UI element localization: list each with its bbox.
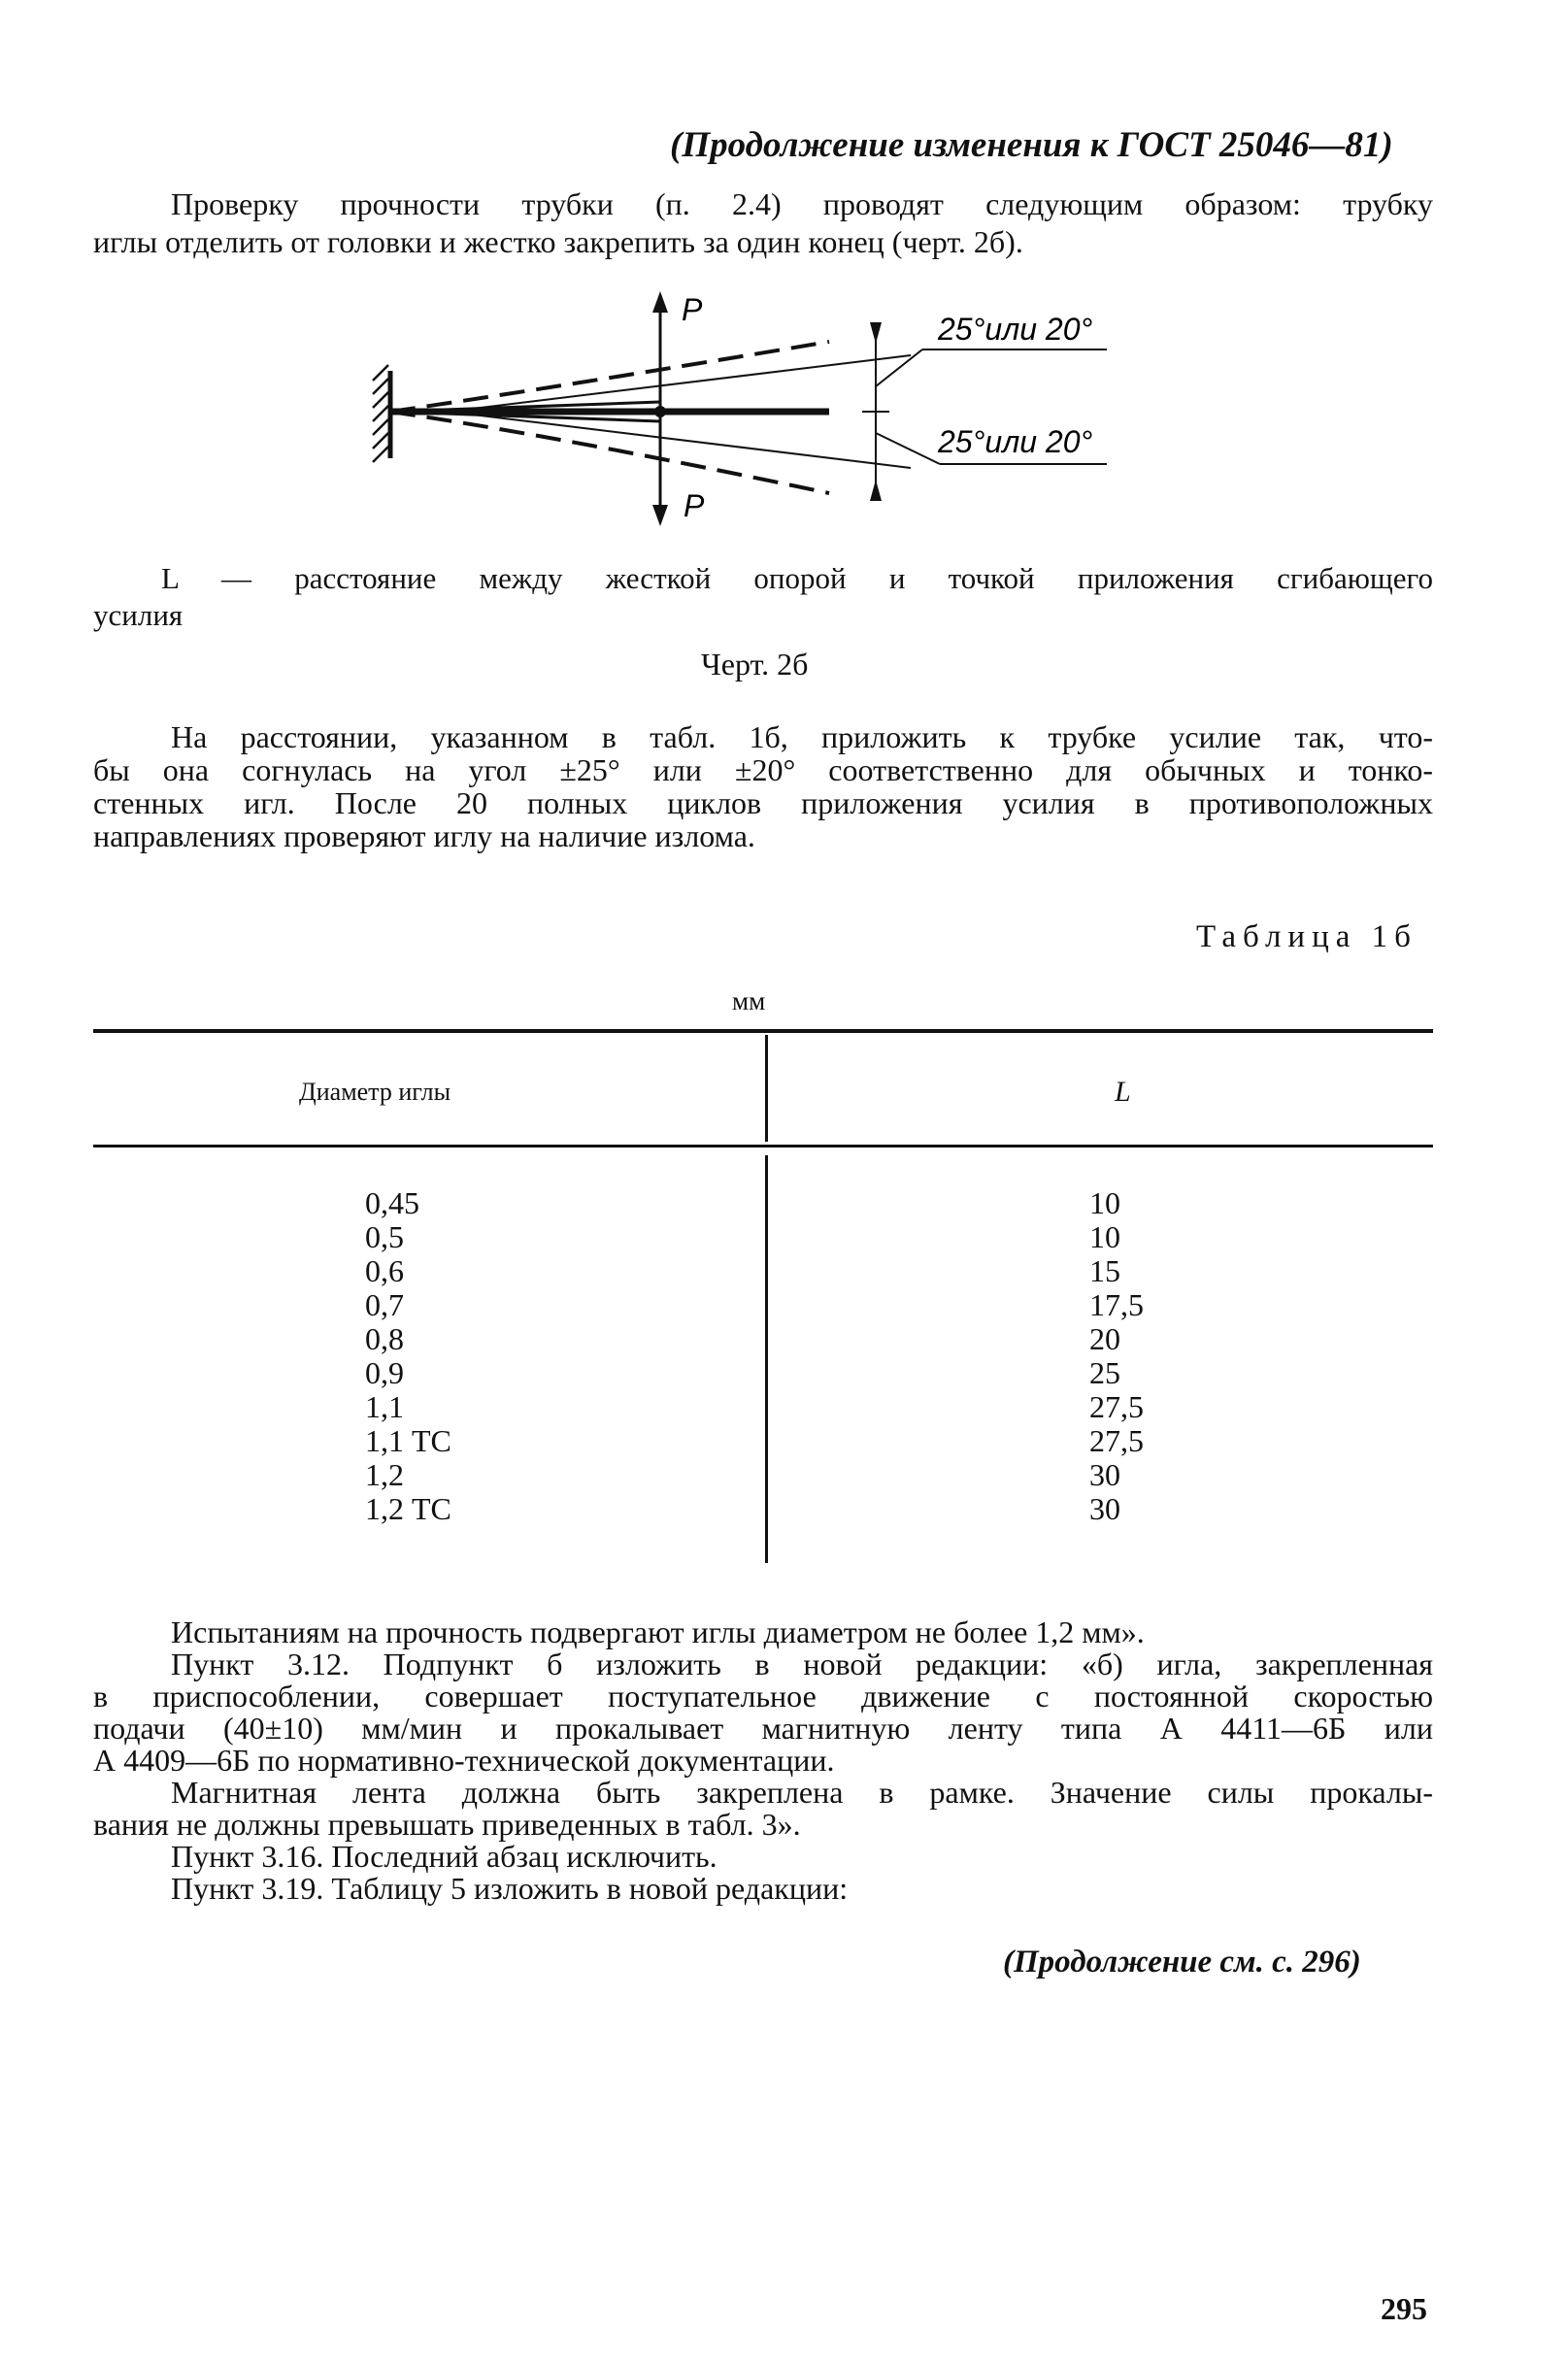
table-cell: 27,5 (1089, 1423, 1144, 1458)
table-cell: 1,2 (365, 1457, 404, 1492)
support-hatching (373, 365, 388, 462)
table-cell: 0,7 (365, 1287, 404, 1322)
table-cell: 27,5 (1089, 1389, 1144, 1424)
amendment-text (93, 1616, 1433, 1905)
table-cell: 20 (1089, 1321, 1120, 1356)
angle-label-bottom: 25°или 20° (938, 424, 1093, 459)
bent-up-needle (390, 342, 829, 412)
table-cell: 0,9 (365, 1355, 404, 1390)
text-line: в приспособлении, совершает поступательное движение с постоянной скоростью (93, 1679, 1433, 1713)
text-line: иглы отделить от головки и жестко закрепить за один конец (черт. 2б). (93, 224, 1023, 259)
text-line: Пункт 3.19. Таблицу 5 изложить в новой редакции: (171, 1871, 849, 1906)
text-line: На расстоянии, указанном в табл. 1б, приложить к трубке усилие так, что- (171, 719, 1433, 754)
figure-caption: Черт. 2б (701, 647, 809, 682)
force-label-top: P (682, 292, 703, 327)
leader-line-top (876, 349, 922, 386)
angle-line-top (456, 355, 911, 411)
table-cell: 1,1 (365, 1389, 404, 1424)
length-column (1089, 1186, 1144, 1526)
table-unit: мм (732, 986, 766, 1015)
table-cell: 0,5 (365, 1219, 404, 1254)
table-cell: 17,5 (1089, 1287, 1144, 1322)
table-cell: 10 (1089, 1219, 1120, 1254)
text-line: направлениях проверяют иглу на наличие излома. (93, 818, 755, 853)
table-cell: 10 (1089, 1185, 1120, 1220)
text-line: Пункт 3.12. Подпункт б изложить в новой редакции: «б) игла, закрепленная (171, 1647, 1433, 1681)
diameter-column (365, 1186, 451, 1526)
table-header-rule (93, 1145, 1433, 1148)
page-header: (Продолжение изменения к ГОСТ 25046—81) (670, 125, 1393, 165)
table-column-divider-body (765, 1155, 768, 1563)
bent-down-needle (390, 412, 829, 493)
text-line: усилия (93, 598, 183, 632)
load-point (654, 406, 666, 417)
table-column-divider-head (765, 1035, 768, 1142)
dim-arrow-bottom-icon (870, 480, 882, 501)
text-line: L — расстояние между жесткой опорой и точкой приложения сгибающего (161, 561, 1433, 595)
text-line: вания не должны превышать приведенных в табл. 3». (93, 1807, 801, 1842)
table-cell: 0,8 (365, 1321, 404, 1356)
table-title: Таблица 1б (1196, 919, 1418, 954)
leader-line-bottom (876, 433, 940, 464)
text-line: А 4409—6Б по нормативно-технической документации. (93, 1743, 835, 1778)
table-cell: 1,1 ТС (365, 1423, 451, 1458)
table-cell: 15 (1089, 1253, 1120, 1288)
text-line: Магнитная лента должна быть закреплена в рамке. Значение силы прокалы- (171, 1775, 1433, 1810)
continuation-note: (Продолжение см. с. 296) (1003, 1945, 1361, 1979)
column-header-length: L (1115, 1076, 1131, 1108)
text-line: бы она согнулась на угол ±25° или ±20° соответственно для обычных и тонко- (93, 752, 1433, 787)
figure-legend (93, 561, 1433, 633)
page-number: 295 (1381, 2291, 1427, 2326)
angle-label-top: 25°или 20° (938, 312, 1093, 347)
force-label-bottom: P (684, 488, 705, 523)
table-top-rule (93, 1029, 1433, 1033)
table-cell: 0,6 (365, 1253, 404, 1288)
table-cell: 30 (1089, 1457, 1120, 1492)
method-paragraph (93, 720, 1433, 852)
angle-line-bottom (456, 413, 911, 468)
text-line: Испытаниям на прочность подвергают иглы диаметром не более 1,2 мм». (171, 1614, 1145, 1649)
table-cell: 30 (1089, 1491, 1120, 1526)
text-line: Пункт 3.16. Последний абзац исключить. (171, 1839, 717, 1874)
text-line: подачи (40±10) мм/мин и прокалывает магнитную ленту типа А 4411—6Б или (93, 1711, 1433, 1746)
table-cell: 25 (1089, 1355, 1120, 1390)
table-cell: 1,2 ТС (365, 1491, 451, 1526)
column-header-diameter: Диаметр иглы (299, 1078, 451, 1106)
intro-paragraph (93, 186, 1433, 260)
text-line: Проверку прочности трубки (п. 2.4) проводят следующим образом: трубку (171, 186, 1433, 221)
table-cell: 0,45 (365, 1185, 419, 1220)
arrow-head-down-icon (652, 505, 668, 526)
text-line: стенных игл. После 20 полных циклов приложения усилия в противоположных (93, 785, 1433, 820)
dim-arrow-top-icon (870, 322, 882, 344)
needle-bending-figure (359, 287, 1155, 532)
arrow-head-up-icon (652, 291, 668, 313)
